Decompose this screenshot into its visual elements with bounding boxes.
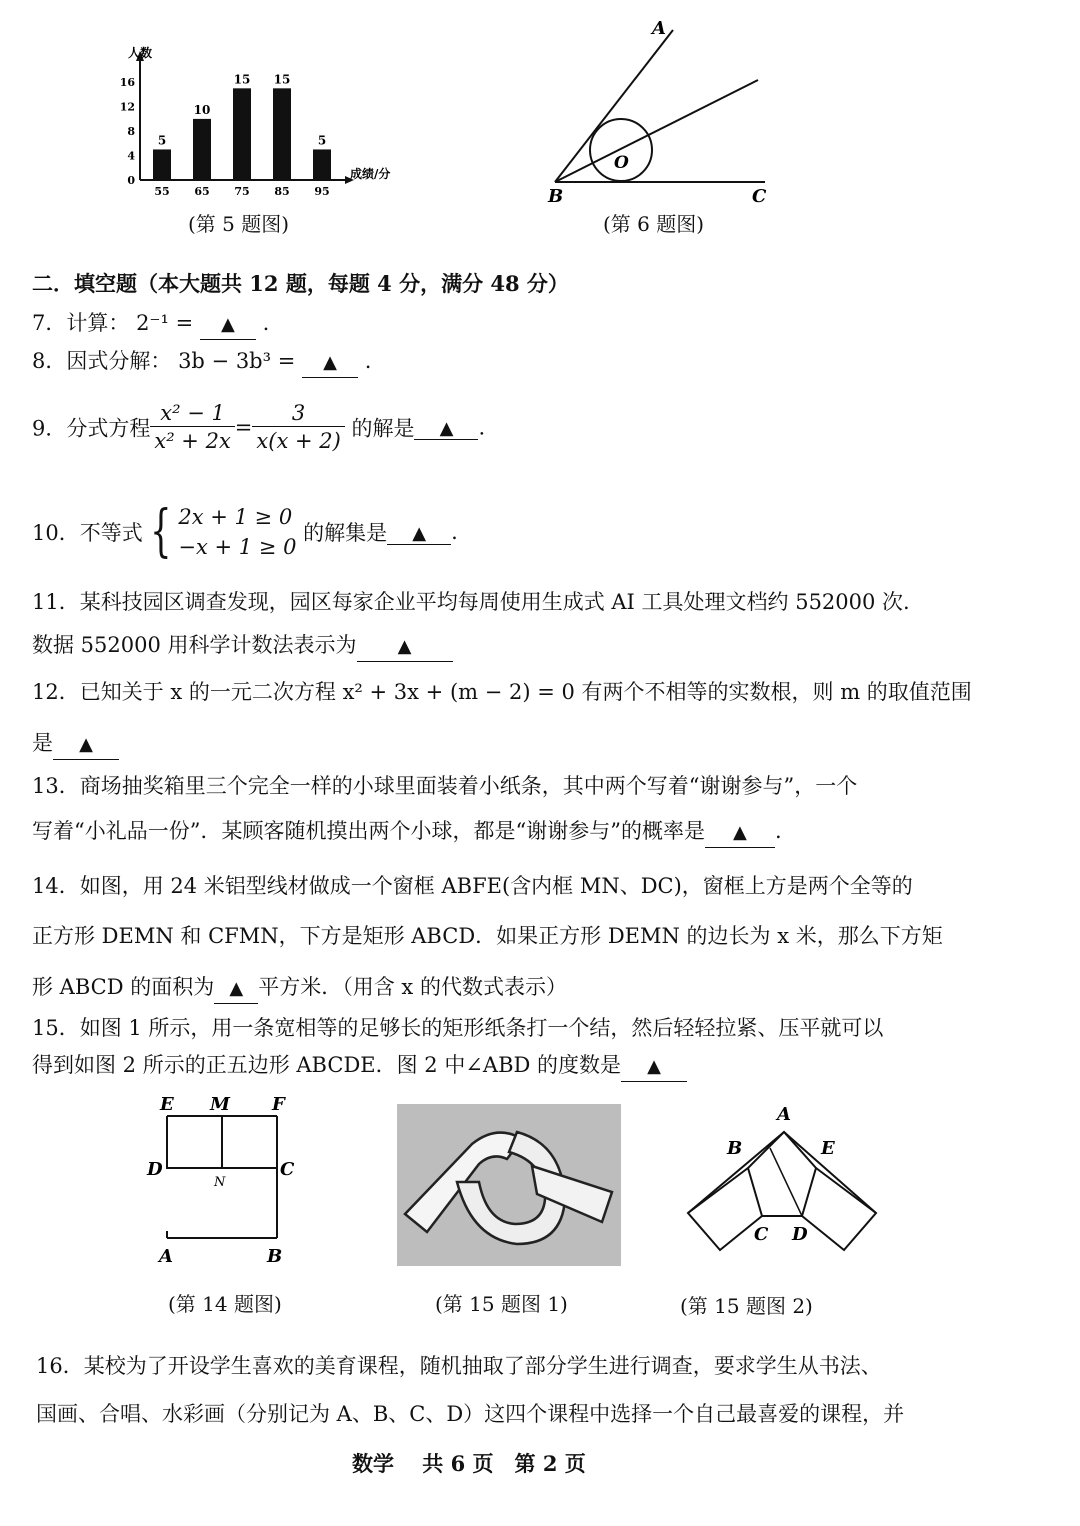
x-tick-label: 55	[154, 185, 170, 198]
figure-15-2-pentagon	[680, 1098, 890, 1258]
answer-mark-icon: ▲	[323, 352, 337, 373]
question-13-line-1: 13．商场抽奖箱里三个完全一样的小球里面装着小纸条，其中两个写着“谢谢参与”，一个	[32, 774, 858, 798]
question-10	[32, 499, 458, 564]
bar	[273, 88, 291, 180]
q9-suffix-text: 的解是	[351, 416, 415, 441]
q8-answer-blank	[302, 347, 358, 378]
label-c: C	[754, 1224, 769, 1245]
q13-answer-blank	[705, 817, 775, 848]
q8-prefix: 8．因式分解：	[32, 349, 172, 373]
q9-fraction-right	[252, 400, 344, 455]
label-b: B	[267, 1246, 283, 1267]
y-tick-label: 4	[127, 149, 135, 163]
label-n: N	[214, 1175, 226, 1190]
label-o: O	[614, 153, 629, 173]
bar-data-label: 10	[193, 102, 211, 117]
x-tick-label: 75	[234, 185, 250, 198]
q8-suffix: .	[364, 349, 372, 373]
y-tick-label: 12	[119, 100, 135, 114]
question-14-line-1: 14．如图，用 24 米铝型线材做成一个窗框 ABFE(含内框 MN、DC)，窗框上方是两个全等的	[32, 874, 913, 898]
label-c: C	[752, 186, 767, 207]
bar-data-label: 15	[273, 72, 291, 87]
q9-answer-blank	[414, 415, 478, 440]
y-tick-label: 0	[127, 174, 135, 187]
q10-row-1: 2x + 1 ≥ 0	[178, 505, 293, 529]
q10-row-2: −x + 1 ≥ 0	[178, 535, 297, 559]
q11-answer-blank	[357, 631, 453, 662]
question-7	[32, 309, 269, 340]
q7-prefix: 7．计算：	[32, 311, 130, 335]
q12-line-2-text: 是	[32, 731, 53, 755]
q8-expr: 3b − 3b³ =	[178, 349, 296, 373]
figure-6-angle-diagram	[530, 10, 790, 210]
q9-prefix: 9．分式方程	[32, 416, 151, 441]
figure-15-1-caption: (第 15 题图 1)	[435, 1292, 568, 1316]
q10-suffix-text: 的解集是	[303, 521, 388, 545]
label-a: A	[159, 1246, 173, 1267]
bar	[313, 149, 331, 180]
q7-expr: 2⁻¹ =	[136, 311, 194, 335]
q9-equals: =	[234, 415, 253, 440]
segment-bd	[770, 1148, 802, 1216]
label-f: F	[272, 1094, 285, 1115]
figure-5-bar-chart	[110, 45, 410, 205]
page-footer: 数学 共 6 页 第 2 页	[352, 1451, 586, 1476]
ray-bo	[555, 80, 758, 182]
question-12-line-1: 12．已知关于 x 的一元二次方程 x² + 3x + (m − 2) = 0 有两个不相等的实数根，则 m 的取值范围	[32, 680, 972, 704]
answer-mark-icon: ▲	[229, 978, 244, 999]
answer-mark-icon: ▲	[79, 734, 93, 755]
answer-mark-icon: ▲	[439, 418, 454, 439]
brace-icon: {	[149, 499, 172, 564]
bar-data-label: 15	[233, 72, 251, 87]
q13-suffix: .	[774, 819, 782, 843]
label-e: E	[160, 1094, 174, 1115]
q10-answer-blank	[387, 520, 451, 545]
x-tick-label: 85	[274, 185, 290, 198]
q14-answer-blank	[214, 973, 258, 1004]
q11-line-2-text: 数据 552000 用科学计数法表示为	[32, 633, 357, 657]
figure-15-2-caption: (第 15 题图 2)	[680, 1294, 813, 1318]
q7-answer-blank	[200, 309, 256, 340]
bar-data-label: 5	[157, 133, 167, 148]
question-11-line-1: 11．某科技园区调查发现，园区每家企业平均每周使用生成式 AI 工具处理文档约 552000 次.	[32, 590, 910, 614]
question-15-line-2	[32, 1051, 687, 1082]
figure-14-window-frame	[140, 1090, 310, 1275]
figure-15-1-knot-photo	[397, 1104, 621, 1266]
q9-fraction-left	[150, 400, 234, 455]
q12-answer-blank	[53, 729, 119, 760]
q14-line-3a: 形 ABCD 的面积为	[32, 975, 215, 999]
label-e: E	[821, 1138, 835, 1159]
label-a: A	[777, 1104, 791, 1125]
figure-14-caption: (第 14 题图)	[168, 1292, 282, 1316]
question-14-line-2: 正方形 DEMN 和 CFMN，下方是矩形 ABCD．如果正方形 DEMN 的边长为 x 米，那么下方矩	[32, 924, 943, 948]
label-m: M	[210, 1094, 230, 1115]
q9-numerator-left: x² − 1	[150, 400, 234, 427]
bar	[233, 88, 251, 180]
y-tick-label: 16	[119, 76, 135, 90]
label-d: D	[147, 1159, 163, 1180]
label-c: C	[280, 1159, 295, 1180]
bar-data-label: 5	[317, 133, 327, 148]
question-13-line-2	[32, 817, 782, 848]
bar	[193, 119, 211, 180]
label-a: A	[652, 18, 666, 39]
q10-prefix: 10．不等式	[32, 521, 143, 545]
figure-5-caption: (第 5 题图)	[188, 212, 290, 236]
y-tick-label: 8	[127, 125, 135, 139]
question-12-line-2	[32, 729, 119, 760]
question-9	[32, 400, 485, 455]
answer-mark-icon: ▲	[647, 1056, 661, 1077]
figure-6-caption: (第 6 题图)	[603, 212, 705, 236]
label-d: D	[792, 1224, 808, 1245]
q9-denominator-left: x² + 2x	[154, 429, 231, 453]
question-16-line-2: 国画、合唱、水彩画（分别记为 A、B、C、D）这四个课程中选择一个自己最喜爱的课程，并	[36, 1402, 905, 1426]
y-axis-label: 人数	[128, 46, 153, 60]
x-axis-label: 成绩/分	[350, 167, 391, 181]
q13-line-2-text: 写着“小礼品一份”．某顾客随机摸出两个小球，都是“谢谢参与”的概率是	[32, 819, 705, 843]
bar	[153, 149, 171, 180]
question-15-line-1: 15．如图 1 所示，用一条宽相等的足够长的矩形纸条打一个结，然后轻轻拉紧、压平就可以	[32, 1016, 884, 1040]
answer-mark-icon: ▲	[220, 314, 235, 335]
q9-numerator-right: 3	[252, 400, 344, 427]
label-b: B	[548, 186, 564, 207]
answer-mark-icon: ▲	[733, 822, 747, 843]
q7-suffix: .	[262, 311, 270, 335]
question-14-line-3	[32, 973, 567, 1004]
x-tick-label: 65	[194, 185, 210, 198]
q9-suffix: .	[478, 415, 486, 440]
question-8	[32, 347, 371, 378]
q10-system	[178, 502, 296, 562]
q15-answer-blank	[621, 1051, 687, 1082]
q14-line-3b: 平方米．（用含 x 的代数式表示）	[258, 975, 567, 999]
q10-suffix: .	[451, 520, 458, 544]
question-16-line-1: 16．某校为了开设学生喜欢的美育课程，随机抽取了部分学生进行调查，要求学生从书法、	[36, 1354, 882, 1378]
q15-line-2-text: 得到如图 2 所示的正五边形 ABCDE．图 2 中∠ABD 的度数是	[32, 1053, 622, 1077]
x-tick-label: 95	[314, 185, 330, 198]
label-b: B	[727, 1138, 743, 1159]
question-11-line-2	[32, 631, 453, 662]
answer-mark-icon: ▲	[412, 522, 427, 544]
section-heading: 二．填空题（本大题共 12 题，每题 4 分，满分 48 分）	[32, 271, 569, 296]
q9-denominator-right: x(x + 2)	[256, 429, 341, 453]
answer-mark-icon: ▲	[397, 636, 412, 657]
